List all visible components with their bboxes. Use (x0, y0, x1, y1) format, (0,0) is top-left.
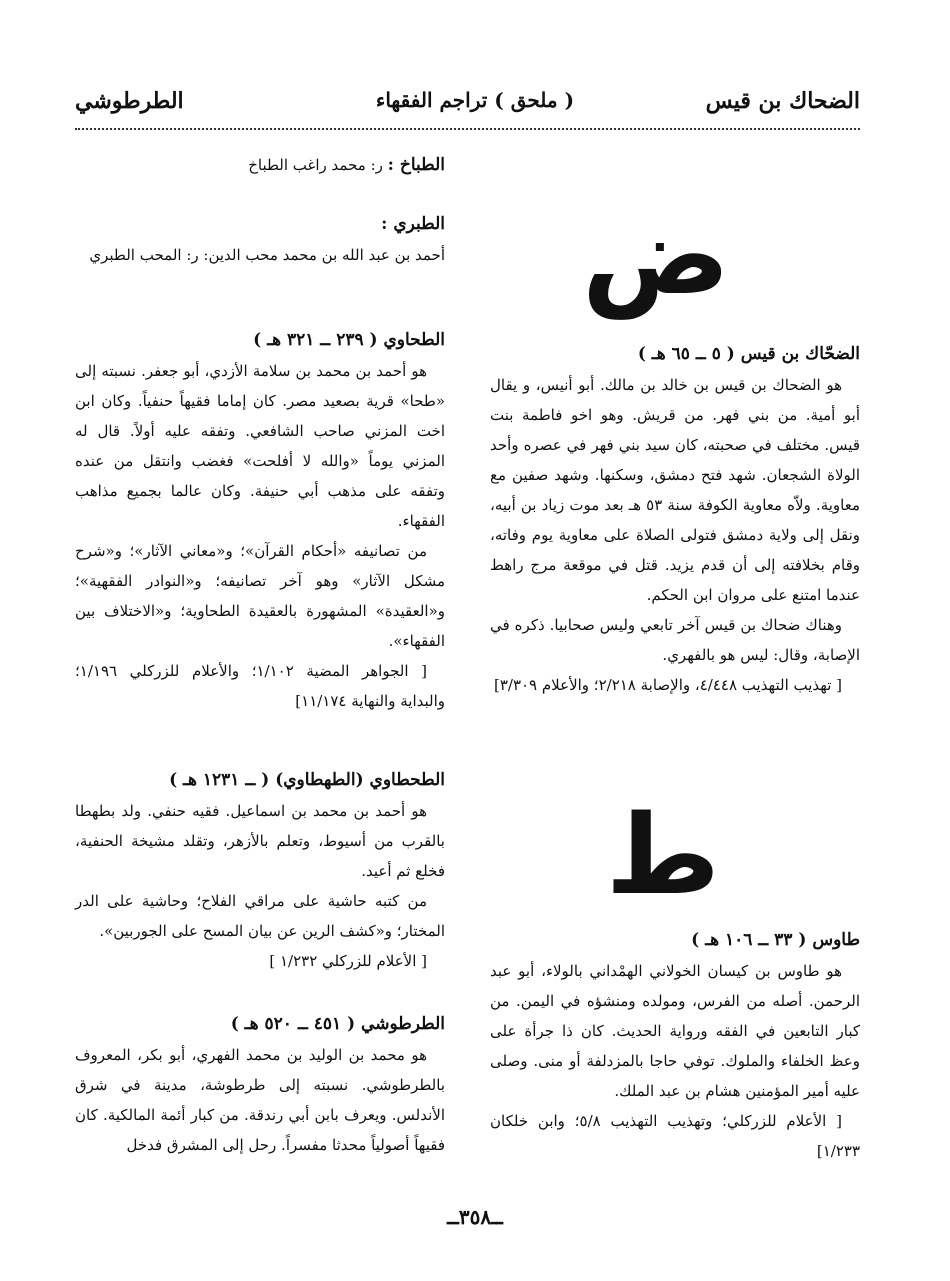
entry-paragraph: هو طاوس بن كيسان الخولاني الهمْداني بالولاء، أبو عبد الرحمن. أصله من الفرس، ومولده ومنشؤه في اليمن. من كبار التابعين في الفقه ورواية الحديث. كان ذا جرأة على وعظ الخلفاء والملوك. توفي حاجا بالمزدلفة أو منى. وصلى عليه أمير المؤمنين هشام بن عبد الملك. (490, 962, 860, 1100)
entry-tabari (75, 212, 445, 270)
entry-title: الطحاوي ( ٢٣٩ ــ ٣٢١ هـ ) (253, 330, 445, 350)
cross-reference: أحمد بن عبد الله بن محمد محب الدين: ر: المحب الطبري (89, 246, 445, 264)
entry-tawus (490, 928, 860, 1166)
entry-paragraph: وهناك ضحاك بن قيس آخر تابعي وليس صحابيا. ذكره في الإصابة، وقال: ليس هو بالفهري. (490, 616, 860, 664)
entry-paragraph: هو أحمد بن محمد بن سلامة الأزدي، أبو جعفر. نسبته إلى «طحا» قرية بصعيد مصر. كان إماما فقيهاً حنفياً. وكان ابن اخت المزني صاحب الشافعي. وتفقه عليه أولاً. قال له المزني يوماً «والله لا أفلحت» فغضب وانتقل من عنده وتفقه على مذهب أبي حنيفة. وكان عالما بجميع مذاهب الفقهاء. (75, 362, 445, 530)
page-number: ــ٣٥٨ــ (447, 1205, 503, 1229)
entry-paragraph: هو محمد بن الوليد بن محمد الفهري، أبو بكر، المعروف بالطرطوشي. نسبته إلى طرطوشة، مدينة في شرق الأندلس. ويعرف بابن أبي رندقة. من كبار أئمة المالكية. كان فقيهاً أصولياً محدثا مفسراً. رحل إلى المشرق فدخل (75, 1046, 445, 1154)
entry-title: الطبري : (381, 214, 445, 234)
entry-paragraph: هو أحمد بن محمد بن اسماعيل. فقيه حنفي. ولد بطهطا بالقرب من أسيوط، وتعلم بالأزهر، وتقلد مشيخة الحنفية، فخلع ثم أعيد. (75, 802, 445, 880)
running-header-left: الطرطوشي (75, 88, 184, 114)
entry-title: طاوس ( ٣٣ ــ ١٠٦ هـ ) (691, 930, 860, 950)
entry-references: [ الأعلام للزركلي ١/٢٣٢ ] (269, 952, 427, 970)
entry-title: الطحطاوي (الطهطاوي) ( ــ ١٢٣١ هـ ) (169, 770, 445, 790)
entry-tabbakh (75, 150, 445, 180)
entry-references: [ الجواهر المضية ١/١٠٢؛ والأعلام للزركلي ١/١٩٦؛ والبداية والنهاية ١١/١٧٤] (75, 662, 445, 710)
cross-reference: ر: محمد راغب الطباخ (248, 156, 383, 174)
entry-title: الطرطوشي ( ٤٥١ ــ ٥٢٠ هـ ) (230, 1014, 445, 1034)
entry-paragraph: من تصانيفه «أحكام القرآن»؛ و«معاني الآثار»؛ و«شرح مشكل الآثار» وهو آخر تصانيفه؛ و«النوادر الفقهية»؛ و«العقيدة» المشهورة بالعقيدة الطحاوية؛ و«الاختلاف بين الفقهاء». (75, 542, 445, 650)
entry-line (75, 150, 445, 180)
entry-tahtawi (75, 768, 445, 976)
entry-paragraph: هو الضحاك بن قيس بن خالد بن مالك. أبو أنيس، و يقال أبو أمية. من بني فهر. من قريش. وهو اخو فاطمة بنت قيس. مختلف في صحبته، كان سيد بني فهر في عصره وأحد الولاة الشجعان. شهد فتح دمشق، وسكنها. وشهد صفين مع معاوية. ولاّه معاوية الكوفة سنة ٥٣ هـ بعد موت زياد بن أبيه، ونقل إلى ولاية دمشق فتولى الصلاة على معاوية يوم وفاته، وقام بخلافته إلى أن قدم يزيد. قتل في موقعة مرج راهط عندما امتنع على مروان ابن الحكم. (490, 376, 860, 604)
entry-paragraph: من كتبه حاشية على مراقي الفلاح؛ وحاشية على الدر المختار؛ و«كشف الرين عن بيان المسح على الجوربين». (75, 892, 445, 940)
entry-turtushi (75, 1012, 445, 1160)
entry-title: الطباخ : (387, 155, 445, 175)
running-header-center: ( ملحق ) تراجم الفقهاء (375, 88, 575, 112)
entry-title: الضحّاك بن قيس ( ٥ ــ ٦٥ هـ ) (637, 344, 860, 364)
running-header-right: الضحاك بن قيس (705, 88, 860, 114)
entry-tahawi (75, 328, 445, 716)
section-letter-dad: ض (582, 191, 730, 319)
header-divider (75, 128, 860, 130)
entry-references: [ تهذيب التهذيب ٤/٤٤٨، والإصابة ٢/٢١٨؛ والأعلام ٣/٣٠٩] (493, 676, 842, 694)
entry-dahhak (490, 342, 860, 700)
section-letter-ta: ط (605, 791, 720, 919)
entry-references: [ الأعلام للزركلي؛ وتهذيب التهذيب ٥/٨؛ وابن خلكان ١/٢٣٣] (490, 1112, 860, 1160)
